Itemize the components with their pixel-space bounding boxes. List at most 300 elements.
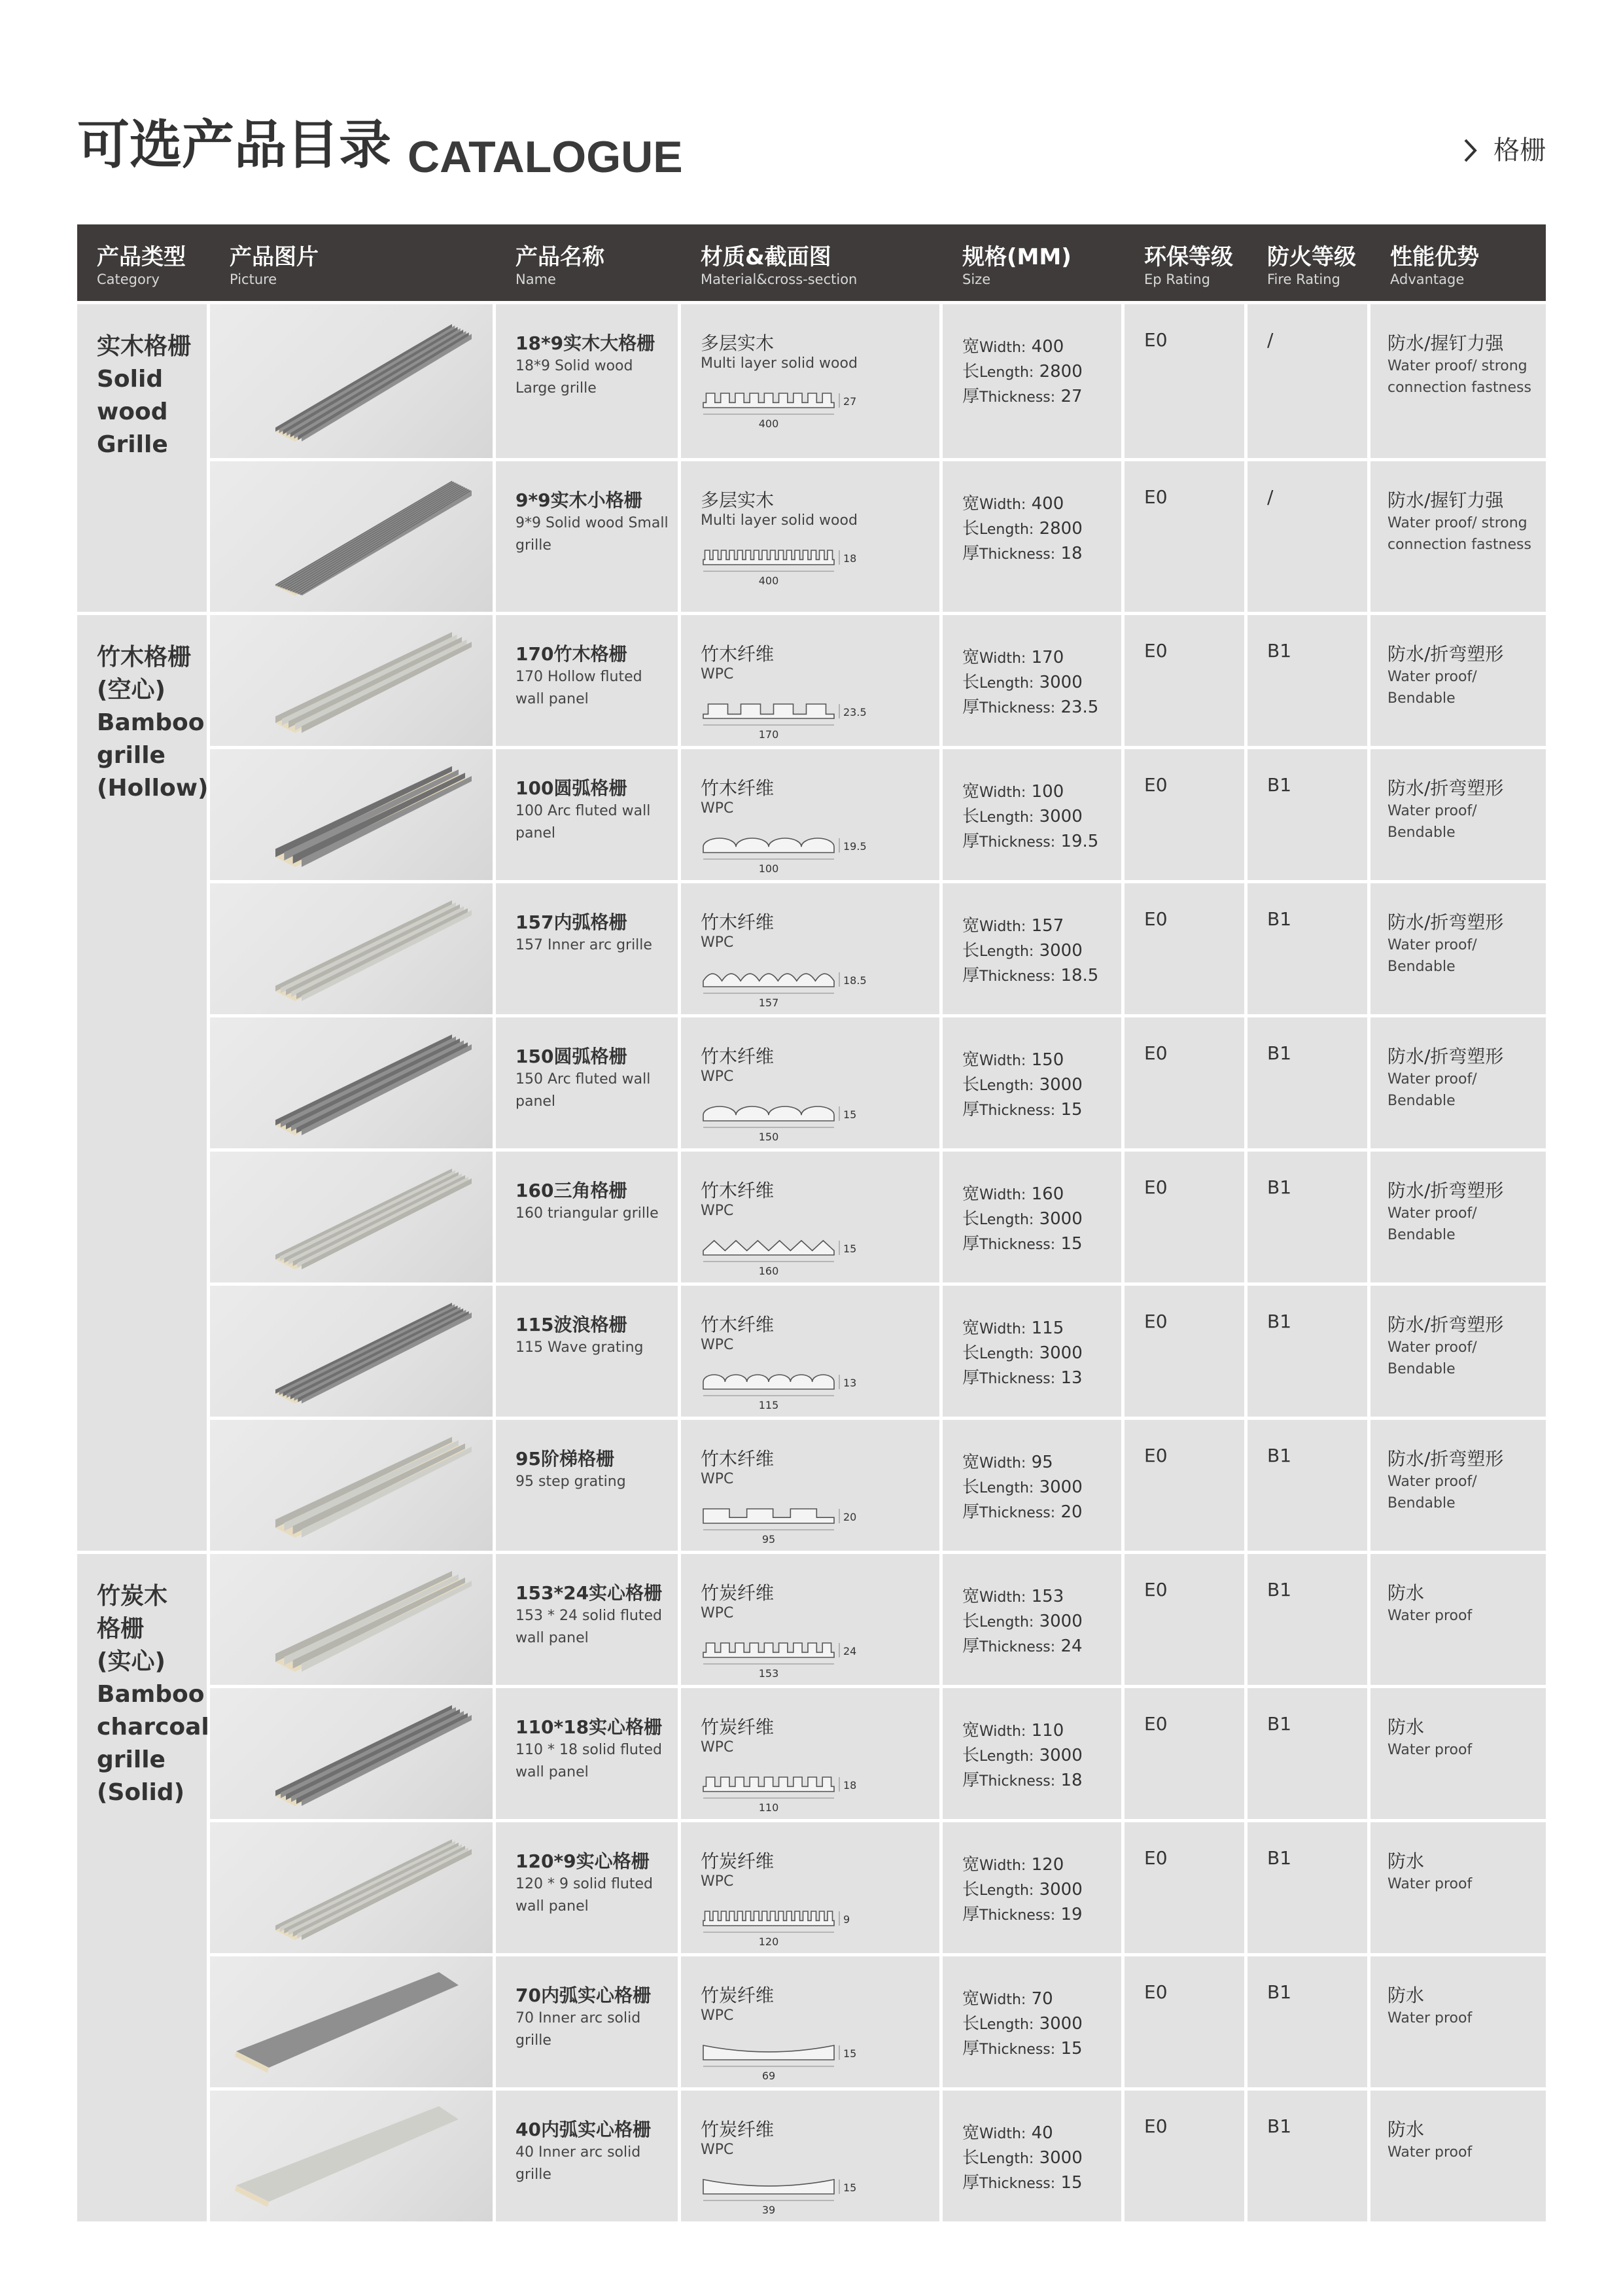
advantage-en: Water proof/ Bendable: [1387, 1339, 1477, 1377]
column-header-en: Fire Rating: [1267, 272, 1340, 287]
product-render-image: [210, 883, 493, 1014]
column-header-cn: 环保等级: [1144, 244, 1233, 270]
advantage-cn: 防水: [1387, 1716, 1425, 1738]
fire-rating-cell: [1248, 1688, 1367, 1819]
cross-section-drawing: [701, 1638, 923, 1686]
advantage-en: Water proof/ strong connection fastness: [1387, 515, 1531, 553]
product-name-en: 160 triangular grille: [515, 1205, 659, 1222]
material-en: WPC: [701, 1069, 734, 1085]
material-cn: 竹炭纤维: [701, 1582, 775, 1604]
column-header-en: Category: [97, 272, 160, 287]
size-width: 宽Width: 95: [962, 1453, 1053, 1472]
size-cell: [943, 1420, 1121, 1551]
advantage-en: Water proof: [1387, 1742, 1473, 1758]
advantage-cn: 防水: [1387, 2119, 1425, 2140]
cross-section-thickness-label: 9: [843, 1913, 850, 1926]
ep-rating: E0: [1144, 1042, 1168, 1064]
size-cell: [943, 2091, 1121, 2221]
size-cell: [943, 615, 1121, 746]
column-header: [77, 224, 207, 301]
advantage-cell: [1370, 1017, 1546, 1148]
fire-rating-cell: [1248, 883, 1367, 1014]
table-row: [210, 2091, 1546, 2221]
page-header: [77, 105, 1546, 183]
size-width: 宽Width: 120: [962, 1855, 1064, 1875]
advantage-cn: 防水/折弯塑形: [1387, 911, 1504, 933]
product-render-image: [210, 2091, 493, 2221]
size-thickness: 厚Thickness: 18.5: [962, 966, 1099, 985]
size-width: 宽Width: 40: [962, 2123, 1053, 2143]
product-render-image: [210, 1017, 493, 1148]
size-thickness: 厚Thickness: 15: [962, 2039, 1083, 2058]
product-name-cn: 170竹木格栅: [515, 643, 627, 665]
product-render-image: [210, 615, 493, 746]
cross-section-profile: [703, 1106, 834, 1121]
table-row: [210, 883, 1546, 1014]
name-cell: [496, 615, 678, 746]
material-cn: 竹炭纤维: [701, 1985, 775, 2006]
advantage-cn: 防水/握钉力强: [1387, 332, 1504, 354]
cross-section-drawing: [701, 2174, 923, 2223]
advantage-en: Water proof/ Bendable: [1387, 1205, 1477, 1243]
cross-section-width-label: 69: [761, 2070, 776, 2082]
column-header-cn: 产品类型: [97, 244, 186, 270]
cross-section-profile: [703, 2180, 834, 2194]
product-picture: [210, 615, 493, 746]
material-en: WPC: [701, 934, 734, 951]
ep-rating: E0: [1144, 640, 1168, 662]
size-width: 宽Width: 153: [962, 1587, 1064, 1606]
page-subtitle: CATALOGUE: [408, 132, 683, 182]
advantage-cell: [1370, 1420, 1546, 1551]
name-cell: [496, 883, 678, 1014]
product-name-en: 110 * 18 solid fluted wall panel: [515, 1742, 662, 1780]
table-row: [210, 1286, 1546, 1417]
product-name-cn: 95阶梯格栅: [515, 1448, 614, 1470]
product-picture: [210, 1017, 493, 1148]
section-nav[interactable]: [1463, 131, 1546, 170]
product-picture: [210, 1152, 493, 1282]
fire-rating: B1: [1267, 1579, 1292, 1600]
ep-rating: E0: [1144, 1579, 1168, 1600]
fire-rating: B1: [1267, 774, 1292, 796]
cross-section-drawing: [701, 1906, 923, 1954]
cross-section-thickness-label: 19.5: [843, 840, 867, 853]
product-name-cn: 100圆弧格栅: [515, 777, 627, 799]
cross-section-drawing: [701, 1772, 923, 1820]
product-render-image: [210, 1956, 493, 2087]
advantage-cell: [1370, 461, 1546, 612]
size-cell: [943, 461, 1121, 612]
size-thickness: 厚Thickness: 15: [962, 2173, 1083, 2193]
product-name-cn: 18*9实木大格栅: [515, 332, 655, 354]
cross-section-profile: [703, 1777, 834, 1792]
name-cell: [496, 304, 678, 458]
cross-section-drawing: [701, 1235, 923, 1284]
cross-section-profile: [703, 1509, 834, 1523]
size-cell: [943, 1286, 1121, 1417]
product-render-image: [210, 461, 493, 612]
size-thickness: 厚Thickness: 13: [962, 1368, 1083, 1388]
product-name-en: 100 Arc fluted wall panel: [515, 803, 651, 841]
cross-section-profile: [703, 1241, 834, 1255]
fire-rating-cell: [1248, 461, 1367, 612]
name-cell: [496, 749, 678, 880]
advantage-cell: [1370, 883, 1546, 1014]
cross-section-drawing: [701, 545, 923, 593]
fire-rating: B1: [1267, 1176, 1292, 1198]
ep-rating-cell: [1125, 1017, 1244, 1148]
size-length: 长Length: 2800: [962, 362, 1083, 381]
fire-rating-cell: [1248, 1822, 1367, 1953]
table-row: [210, 1688, 1546, 1819]
material-cell: [681, 1822, 939, 1953]
cross-section-thickness-label: 18.5: [843, 974, 867, 987]
size-thickness: 厚Thickness: 15: [962, 1234, 1083, 1254]
column-header-en: Picture: [230, 272, 277, 287]
material-en: WPC: [701, 1471, 734, 1487]
size-thickness: 厚Thickness: 15: [962, 1100, 1083, 1120]
ep-rating-cell: [1125, 304, 1244, 458]
column-header: [1370, 224, 1546, 301]
name-cell: [496, 1956, 678, 2087]
material-en: WPC: [701, 1739, 734, 1756]
column-header-cn: 防火等级: [1267, 244, 1356, 270]
advantage-en: Water proof/ strong connection fastness: [1387, 358, 1531, 396]
size-length: 长Length: 3000: [962, 1075, 1083, 1095]
size-thickness: 厚Thickness: 18: [962, 1771, 1083, 1790]
size-thickness: 厚Thickness: 20: [962, 1502, 1083, 1522]
product-name-en: 18*9 Solid wood Large grille: [515, 358, 633, 397]
material-cell: [681, 749, 939, 880]
size-thickness: 厚Thickness: 19.5: [962, 832, 1099, 851]
advantage-cn: 防水/折弯塑形: [1387, 1314, 1504, 1335]
material-cn: 竹炭纤维: [701, 1716, 775, 1738]
advantage-cell: [1370, 1956, 1546, 2087]
size-length: 长Length: 3000: [962, 1209, 1083, 1229]
material-cell: [681, 2091, 939, 2221]
ep-rating-cell: [1125, 749, 1244, 880]
product-picture: [210, 749, 493, 880]
size-width: 宽Width: 170: [962, 648, 1064, 667]
product-picture: [210, 1286, 493, 1417]
cross-section-drawing: [701, 1369, 923, 1418]
material-cell: [681, 883, 939, 1014]
material-cn: 竹炭纤维: [701, 2119, 775, 2140]
size-width: 宽Width: 150: [962, 1050, 1064, 1070]
size-cell: [943, 1688, 1121, 1819]
material-cell: [681, 1956, 939, 2087]
size-cell: [943, 1152, 1121, 1282]
product-name-cn: 153*24实心格栅: [515, 1582, 663, 1604]
fire-rating: B1: [1267, 1981, 1292, 2003]
fire-rating-cell: [1248, 749, 1367, 880]
cross-section-thickness-label: 15: [843, 2181, 857, 2194]
cross-section-width-label: 39: [761, 2204, 776, 2216]
material-cell: [681, 461, 939, 612]
fire-rating: B1: [1267, 640, 1292, 662]
material-cell: [681, 304, 939, 458]
size-length: 长Length: 3000: [962, 1612, 1083, 1631]
size-length: 长Length: 2800: [962, 519, 1083, 539]
advantage-cell: [1370, 2091, 1546, 2221]
ep-rating-cell: [1125, 1420, 1244, 1551]
cross-section-thickness-label: 23.5: [843, 706, 867, 718]
ep-rating: E0: [1144, 2115, 1168, 2137]
size-cell: [943, 1554, 1121, 1685]
material-en: WPC: [701, 1337, 734, 1353]
product-name-en: 95 step grating: [515, 1474, 626, 1490]
fire-rating-cell: [1248, 615, 1367, 746]
ep-rating-cell: [1125, 1688, 1244, 1819]
size-length: 长Length: 3000: [962, 1880, 1083, 1899]
advantage-cn: 防水/折弯塑形: [1387, 1180, 1504, 1201]
advantage-en: Water proof: [1387, 1876, 1473, 1892]
cross-section-width-label: 120: [758, 1935, 779, 1948]
product-name-cn: 160三角格栅: [515, 1180, 627, 1201]
column-header: [681, 224, 939, 301]
advantage-cn: 防水/折弯塑形: [1387, 1448, 1504, 1470]
product-name-cn: 150圆弧格栅: [515, 1046, 627, 1067]
cross-section-drawing: [701, 967, 923, 1016]
ep-rating: E0: [1144, 486, 1168, 508]
name-cell: [496, 1017, 678, 1148]
ep-rating: E0: [1144, 908, 1168, 930]
advantage-cn: 防水/折弯塑形: [1387, 777, 1504, 799]
size-cell: [943, 1956, 1121, 2087]
fire-rating: /: [1267, 329, 1274, 351]
advantage-en: Water proof: [1387, 2144, 1473, 2161]
column-header: [943, 224, 1121, 301]
cross-section-thickness-label: 27: [843, 395, 857, 408]
cross-section-profile: [703, 550, 834, 565]
size-length: 长Length: 3000: [962, 807, 1083, 826]
advantage-cn: 防水/折弯塑形: [1387, 1046, 1504, 1067]
fire-rating: B1: [1267, 1713, 1292, 1735]
category-cell: [77, 304, 207, 612]
product-picture: [210, 1420, 493, 1551]
advantage-cell: [1370, 1554, 1546, 1685]
category-label: 竹炭木 格栅 (实心) Bamboo charcoal grille (Solid): [97, 1583, 209, 1806]
product-name-en: 120 * 9 solid fluted wall panel: [515, 1876, 653, 1915]
product-picture: [210, 1822, 493, 1953]
size-thickness: 厚Thickness: 27: [962, 387, 1083, 406]
name-cell: [496, 461, 678, 612]
size-thickness: 厚Thickness: 24: [962, 1636, 1083, 1656]
material-en: WPC: [701, 1203, 734, 1219]
material-en: WPC: [701, 800, 734, 817]
advantage-cell: [1370, 1286, 1546, 1417]
fire-rating-cell: [1248, 1420, 1367, 1551]
column-header-cn: 产品名称: [515, 244, 604, 270]
advantage-cell: [1370, 615, 1546, 746]
size-length: 长Length: 3000: [962, 1746, 1083, 1765]
product-name-en: 150 Arc fluted wall panel: [515, 1071, 651, 1110]
size-thickness: 厚Thickness: 18: [962, 544, 1083, 563]
name-cell: [496, 1420, 678, 1551]
column-header-en: Size: [962, 272, 991, 287]
fire-rating: B1: [1267, 1445, 1292, 1466]
material-en: WPC: [701, 2007, 734, 2024]
fire-rating: /: [1267, 486, 1274, 508]
ep-rating: E0: [1144, 1981, 1168, 2003]
material-en: Multi layer solid wood: [701, 355, 858, 372]
size-cell: [943, 1822, 1121, 1953]
cross-section-thickness-label: 24: [843, 1645, 857, 1657]
name-cell: [496, 1554, 678, 1685]
product-name-en: 170 Hollow fluted wall panel: [515, 669, 642, 707]
cross-section-profile: [703, 393, 834, 408]
cross-section-profile: [703, 974, 834, 987]
material-cell: [681, 1152, 939, 1282]
cross-section-width-label: 157: [758, 997, 779, 1009]
product-render-image: [210, 1688, 493, 1819]
cross-section-profile: [703, 704, 834, 718]
cross-section-width-label: 100: [758, 862, 779, 875]
size-length: 长Length: 3000: [962, 2148, 1083, 2168]
ep-rating: E0: [1144, 1847, 1168, 1869]
fire-rating-cell: [1248, 1956, 1367, 2087]
product-render-image: [210, 749, 493, 880]
advantage-cell: [1370, 304, 1546, 458]
fire-rating-cell: [1248, 1017, 1367, 1148]
material-cn: 多层实木: [701, 489, 775, 511]
cross-section-thickness-label: 15: [843, 1243, 857, 1255]
product-name-en: 70 Inner arc solid grille: [515, 2010, 641, 2049]
product-name-en: 115 Wave grating: [515, 1339, 644, 1356]
product-render-image: [210, 304, 493, 458]
table-header: [77, 224, 1546, 301]
column-header-cn: 材质&截面图: [701, 244, 831, 270]
size-width: 宽Width: 400: [962, 337, 1064, 357]
product-picture: [210, 461, 493, 612]
column-header: [1125, 224, 1244, 301]
product-picture: [210, 883, 493, 1014]
size-width: 宽Width: 157: [962, 916, 1064, 936]
product-name-cn: 40内弧实心格栅: [515, 2119, 651, 2140]
product-render-image: [210, 1822, 493, 1953]
table-row: [210, 1554, 1546, 1685]
cross-section-profile: [703, 1911, 834, 1926]
name-cell: [496, 2091, 678, 2221]
material-cn: 竹木纤维: [701, 1314, 775, 1335]
table-row: [210, 304, 1546, 458]
material-cn: 竹木纤维: [701, 1180, 775, 1201]
section-nav-label: 格栅: [1493, 135, 1546, 166]
material-cell: [681, 615, 939, 746]
advantage-cn: 防水/折弯塑形: [1387, 643, 1504, 665]
fire-rating-cell: [1248, 2091, 1367, 2221]
table-row: [210, 1956, 1546, 2087]
material-cn: 多层实木: [701, 332, 775, 354]
cross-section-drawing: [701, 1504, 923, 1552]
ep-rating-cell: [1125, 1554, 1244, 1685]
fire-rating: B1: [1267, 908, 1292, 930]
ep-rating: E0: [1144, 1445, 1168, 1466]
ep-rating: E0: [1144, 1176, 1168, 1198]
size-width: 宽Width: 110: [962, 1721, 1064, 1740]
fire-rating: B1: [1267, 2115, 1292, 2137]
size-length: 长Length: 3000: [962, 673, 1083, 692]
cross-section-thickness-label: 15: [843, 1108, 857, 1121]
product-picture: [210, 2091, 493, 2221]
advantage-en: Water proof/ Bendable: [1387, 1071, 1477, 1109]
product-picture: [210, 1688, 493, 1819]
size-length: 长Length: 3000: [962, 941, 1083, 961]
product-render-image: [210, 1420, 493, 1551]
advantage-en: Water proof: [1387, 1608, 1473, 1624]
cross-section-drawing: [701, 2040, 923, 2089]
name-cell: [496, 1688, 678, 1819]
material-cn: 竹木纤维: [701, 1046, 775, 1067]
category-cell: [77, 1554, 207, 2221]
category-cell: [77, 615, 207, 1551]
material-cn: 竹木纤维: [701, 777, 775, 799]
product-name-cn: 110*18实心格栅: [515, 1716, 663, 1738]
product-name-en: 40 Inner arc solid grille: [515, 2144, 641, 2183]
product-picture: [210, 1956, 493, 2087]
page-title: 可选产品目录: [77, 115, 391, 175]
size-length: 长Length: 3000: [962, 2014, 1083, 2034]
cross-section-drawing: [701, 833, 923, 881]
cross-section-profile: [703, 1643, 834, 1657]
advantage-cn: 防水: [1387, 1850, 1425, 1872]
fire-rating-cell: [1248, 1554, 1367, 1685]
material-en: WPC: [701, 2142, 734, 2158]
cross-section-thickness-label: 15: [843, 2047, 857, 2060]
name-cell: [496, 1286, 678, 1417]
product-name-en: 157 Inner arc grille: [515, 937, 652, 953]
cross-section-thickness-label: 18: [843, 1779, 857, 1792]
cross-section-thickness-label: 18: [843, 552, 857, 565]
table-row: [210, 1152, 1546, 1282]
ep-rating-cell: [1125, 1956, 1244, 2087]
ep-rating-cell: [1125, 615, 1244, 746]
material-en: WPC: [701, 1873, 734, 1890]
advantage-en: Water proof/ Bendable: [1387, 669, 1477, 707]
product-name-en: 9*9 Solid wood Small grille: [515, 515, 669, 554]
cross-section-drawing: [701, 388, 923, 436]
size-width: 宽Width: 100: [962, 782, 1064, 802]
cross-section-thickness-label: 13: [843, 1377, 857, 1389]
size-cell: [943, 1017, 1121, 1148]
cross-section-drawing: [701, 699, 923, 747]
column-header-cn: 产品图片: [230, 244, 319, 270]
size-width: 宽Width: 115: [962, 1318, 1064, 1338]
category-label: 实木格栅 Solid wood Grille: [97, 333, 192, 458]
product-name-cn: 115波浪格栅: [515, 1314, 627, 1335]
material-en: Multi layer solid wood: [701, 512, 858, 529]
product-picture: [210, 304, 493, 458]
size-width: 宽Width: 400: [962, 494, 1064, 514]
ep-rating-cell: [1125, 1286, 1244, 1417]
material-en: WPC: [701, 1605, 734, 1621]
fire-rating: B1: [1267, 1847, 1292, 1869]
size-cell: [943, 749, 1121, 880]
fire-rating-cell: [1248, 1286, 1367, 1417]
material-cn: 竹木纤维: [701, 1448, 775, 1470]
advantage-cell: [1370, 1688, 1546, 1819]
cross-section-drawing: [701, 1101, 923, 1150]
cross-section-width-label: 95: [761, 1533, 776, 1545]
advantage-cn: 防水: [1387, 1985, 1425, 2006]
advantage-cell: [1370, 749, 1546, 880]
chevron-right-icon: [1463, 138, 1478, 163]
fire-rating: B1: [1267, 1042, 1292, 1064]
product-name-en: 153 * 24 solid fluted wall panel: [515, 1608, 662, 1646]
advantage-en: Water proof/ Bendable: [1387, 937, 1477, 975]
category-label: 竹木格栅 (空心) Bamboo grille (Hollow): [97, 644, 209, 802]
